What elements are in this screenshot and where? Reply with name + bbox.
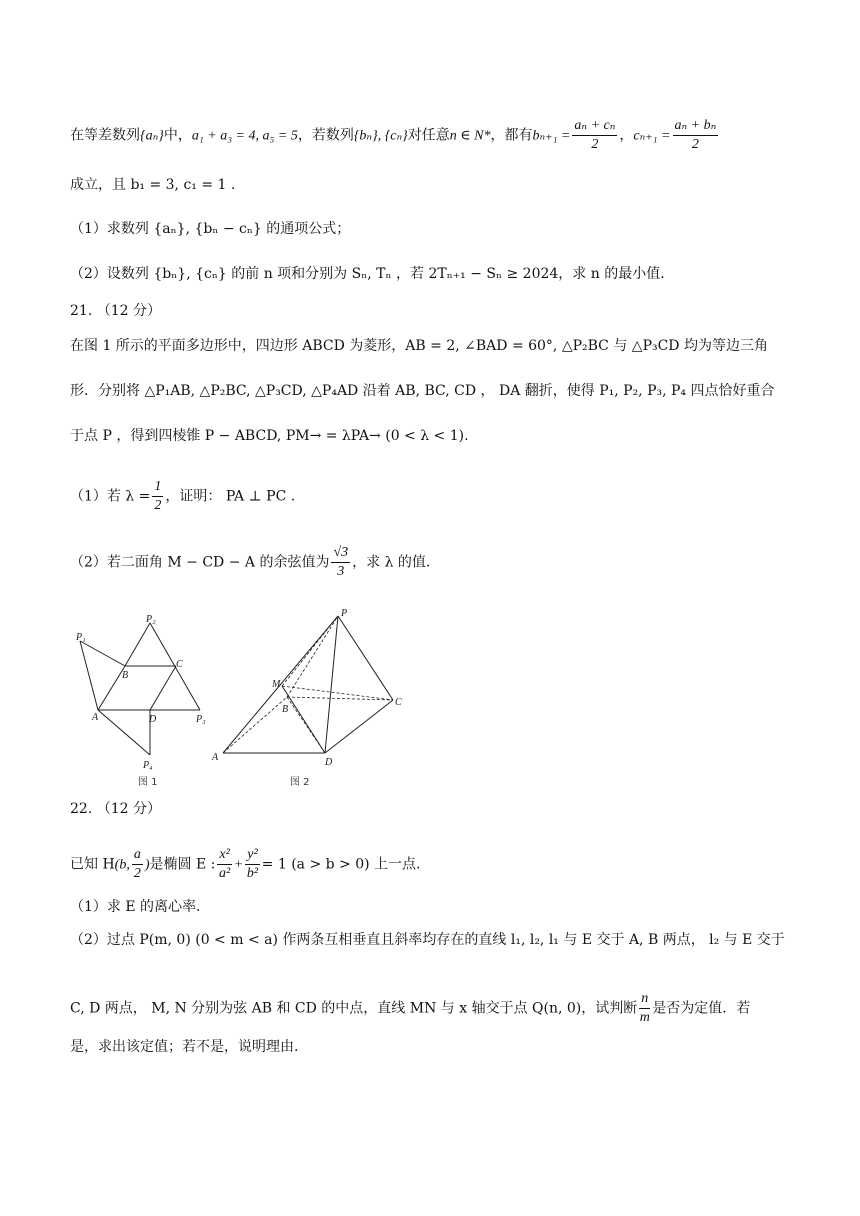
hidden-edge xyxy=(287,697,325,753)
fig2-caption: 图 2 xyxy=(290,777,310,788)
b-den: 2 xyxy=(591,137,599,152)
n-in-N: n ∈ N* xyxy=(449,128,491,144)
edge xyxy=(80,641,98,710)
given-pre: 已知 H xyxy=(70,856,115,873)
p20-text: ， xyxy=(619,127,634,144)
fig2-label: B xyxy=(282,704,289,715)
fig1-label: P₁ xyxy=(76,632,86,643)
fig2-label: C xyxy=(395,697,402,708)
edge xyxy=(98,710,150,755)
b-lhs: bₙ₊₁ = xyxy=(532,128,571,144)
b-num: aₙ + cₙ xyxy=(572,117,617,136)
p20-line2: 成立，且 b₁ = 3, c₁ = 1 . xyxy=(70,177,236,193)
p22-given: 已知 H(b, $\frac{a}{2}$ )是椭圆 E : $\frac{\text{x²}}{\text{a²}}$ + $\frac{\text{y²}}{\text{b²}}$ = 1 (a > b > 0) 上一点. xyxy=(70,847,421,881)
h-b: b, xyxy=(119,857,130,873)
plus: + xyxy=(233,857,244,873)
cos-num: √3 xyxy=(331,544,350,563)
x-fraction xyxy=(217,846,231,883)
cos-fraction xyxy=(331,544,350,581)
figure-2 xyxy=(205,605,405,765)
is-point: 是椭圆 E : xyxy=(149,856,216,873)
lambda-num: 1 xyxy=(152,478,163,497)
b-fraction xyxy=(572,117,617,154)
hidden-edge xyxy=(282,616,338,686)
p21-header: 21. （12 分） xyxy=(70,303,161,319)
p20-text: ，若数列 xyxy=(297,127,354,144)
h-num: a xyxy=(132,846,143,865)
fig1-label: P₃ xyxy=(196,714,206,725)
hidden-edge xyxy=(287,697,393,700)
p21-q1 xyxy=(70,478,792,515)
y-den: b² xyxy=(246,866,259,881)
edge xyxy=(338,616,393,700)
q2-pre: （2）若二面角 M − CD − A 的余弦值为 xyxy=(70,554,330,571)
c-fraction xyxy=(673,117,719,154)
c-lhs: cₙ₊₁ = xyxy=(633,128,671,144)
edge xyxy=(80,641,125,666)
seq-a: {aₙ} xyxy=(140,128,164,144)
eq-tail: = 1 (a > b > 0) 上一点. xyxy=(261,856,421,873)
p20-line1 xyxy=(70,117,792,154)
p20-text: 在等差数列 xyxy=(70,127,140,144)
fig1-label: P₄ xyxy=(143,760,153,771)
edge xyxy=(125,623,150,666)
fig2-label: A xyxy=(212,752,219,763)
fig1-label: B xyxy=(122,670,129,681)
p22-q1: （1）求 E 的离心率. xyxy=(70,899,201,915)
p21-line2: 形．分别将 △P₁AB, △P₂BC, △P₃CD, △P₄AD 沿着 AB, BC, CD ， DA 翻折，使得 P₁, P₂, P₃, P₄ 四点恰好重合 xyxy=(70,383,775,399)
p22-header: 22. （12 分） xyxy=(70,801,161,817)
q1-post: ，证明： PA ⊥ PC . xyxy=(165,488,296,505)
p20-q2: （2）设数列 {bₙ}, {cₙ} 的前 n 项和分别为 Sₙ, Tₙ ，若 2Tₙ₊₁ − Sₙ ≥ 2024，求 n 的最小值. xyxy=(70,266,665,282)
q2-post: ，求 λ 的值. xyxy=(352,554,431,571)
seq-bc: {bₙ}, {cₙ} xyxy=(353,128,408,144)
p20-text: ，都有 xyxy=(490,127,533,144)
lambda-fraction xyxy=(152,478,163,515)
hidden-edge xyxy=(282,686,393,700)
p20-q1: （1）求数列 {aₙ}, {bₙ − cₙ} 的通项公式； xyxy=(70,221,351,237)
c-den: 2 xyxy=(691,137,699,152)
p21-q2 xyxy=(70,544,792,581)
c-num: aₙ + bₙ xyxy=(673,117,719,136)
p20-text: 对任意 xyxy=(407,127,450,144)
lambda-den: 2 xyxy=(154,498,162,513)
fig1-label: P₂ xyxy=(146,614,156,625)
nm-num: n xyxy=(639,990,650,1009)
nm-fraction xyxy=(639,990,650,1027)
p22-q2-line3: 是，求出该定值；若不是，说明理由. xyxy=(70,1039,299,1055)
x-den: a² xyxy=(218,866,231,881)
edge xyxy=(325,700,393,753)
edge xyxy=(98,666,125,710)
q1-pre: （1）若 λ = xyxy=(70,488,151,505)
edge xyxy=(223,616,338,753)
hidden-edge xyxy=(287,616,338,697)
p21-line3: 于点 P ，得到四棱锥 P − ABCD, PM→ = λPA→ (0 < λ < 1). xyxy=(70,428,469,444)
h-den: 2 xyxy=(133,866,141,881)
cos-den: 3 xyxy=(337,564,345,579)
fig2-label: D xyxy=(325,757,333,765)
q2-line2-pre: C, D 两点， M, N 分别为弦 AB 和 CD 的中点，直线 MN 与 x 轴交于点 Q(n, 0)，试判断 xyxy=(70,1000,638,1017)
y-fraction xyxy=(245,846,259,883)
hidden-edge xyxy=(223,697,287,753)
p22-q2-line1: （2）过点 P(m, 0) (0 < m < a) 作两条互相垂直且斜率均存在的直线 l₁, l₂, l₁ 与 E 交于 A, B 两点， l₂ 与 E 交于 xyxy=(70,932,785,948)
fig1-caption: 图 1 xyxy=(138,777,158,788)
p22-q2-line2 xyxy=(70,990,792,1027)
q2-line2-post: 是否为定值．若 xyxy=(652,1000,751,1017)
y-num: y² xyxy=(245,846,259,865)
given-a: a₁ + a₃ = 4, a₅ = 5 xyxy=(191,128,298,144)
x-num: x² xyxy=(217,846,231,865)
fig1-label: C xyxy=(176,659,183,670)
p20-text: 中， xyxy=(163,127,192,144)
fig2-label: P xyxy=(341,608,348,619)
p21-line1: 在图 1 所示的平面多边形中，四边形 ABCD 为菱形，AB = 2, ∠BAD = 60°, △P₂BC 与 △P₃CD 均为等边三角 xyxy=(70,338,768,354)
fig1-label: D xyxy=(149,714,157,725)
figure-1 xyxy=(70,610,220,785)
fig1-label: A xyxy=(92,712,99,723)
fig2-label: M xyxy=(272,679,281,690)
h-fraction xyxy=(132,846,143,883)
nm-den: m xyxy=(639,1010,650,1025)
edge xyxy=(325,616,338,753)
edge xyxy=(150,666,176,710)
